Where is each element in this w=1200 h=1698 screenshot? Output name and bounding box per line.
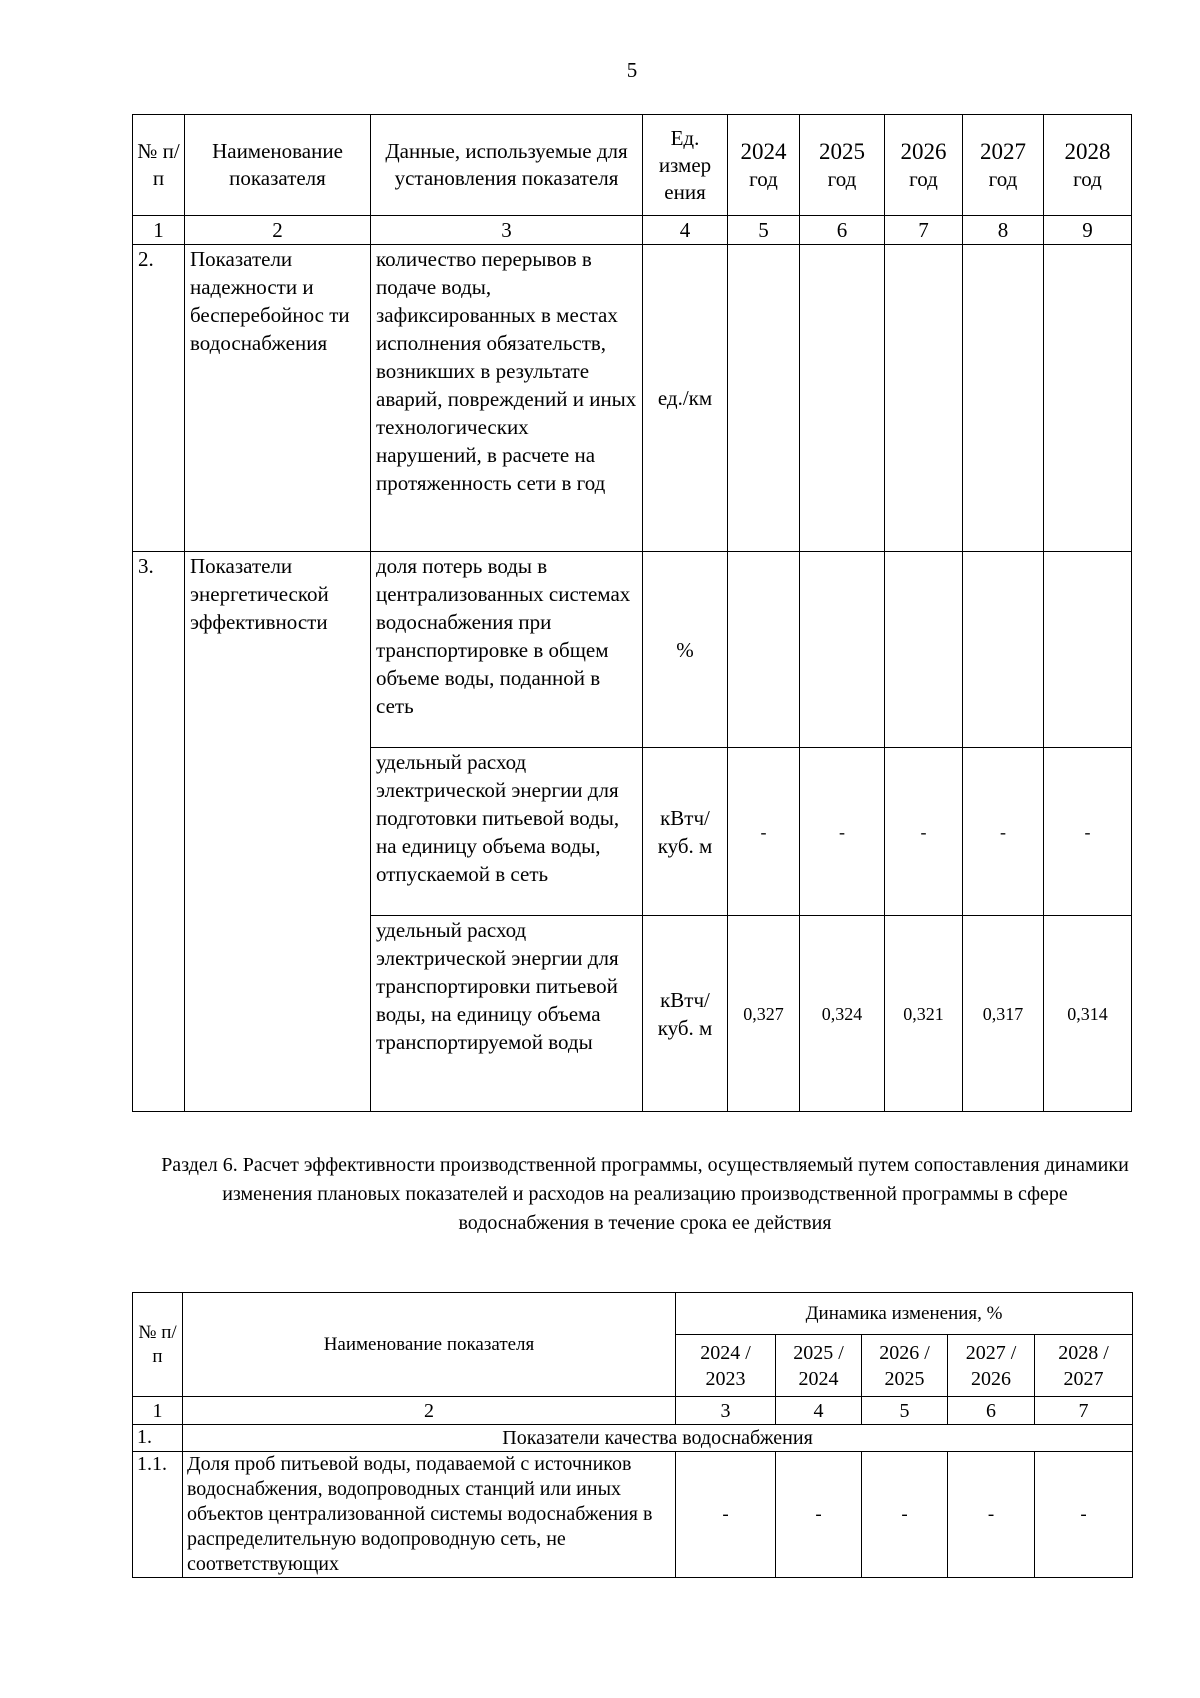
column-number: 7	[1035, 1397, 1133, 1425]
year-label: 2025	[819, 138, 865, 164]
row-number: 2.	[133, 245, 185, 552]
column-number: 5	[728, 216, 800, 245]
unit: кВтч/ куб. м	[643, 748, 728, 916]
column-number-row	[133, 1397, 1133, 1425]
table-row	[133, 552, 1132, 748]
value-cell: -	[862, 1452, 948, 1578]
value-cell: -	[1035, 1452, 1133, 1578]
header-unit: Ед. измер ения	[643, 115, 728, 216]
value-cell: -	[800, 748, 885, 916]
unit: ед./км	[643, 245, 728, 552]
unit: кВтч/ куб. м	[643, 916, 728, 1112]
year-label: 2026	[900, 138, 947, 164]
value-cell: -	[776, 1452, 862, 1578]
value-cell	[728, 245, 800, 552]
column-number: 7	[885, 216, 963, 245]
period-label: 2026	[971, 1367, 1011, 1390]
header-year	[885, 115, 963, 216]
value-cell: 0,327	[728, 916, 800, 1112]
value-cell	[885, 552, 963, 748]
column-number: 2	[185, 216, 371, 245]
year-suffix: год	[909, 166, 938, 191]
value-cell	[963, 245, 1044, 552]
table-header-row	[133, 1293, 1133, 1335]
header-no: № п/п	[133, 1293, 183, 1397]
value-cell: 0,324	[800, 916, 885, 1112]
period-label: 2023	[705, 1367, 746, 1390]
dynamics-table	[132, 1292, 1133, 1578]
column-number: 2	[183, 1397, 676, 1425]
column-number: 6	[800, 216, 885, 245]
row-number: 1.	[133, 1425, 183, 1452]
value-cell: -	[948, 1452, 1035, 1578]
value-cell: -	[1044, 748, 1132, 916]
header-period	[676, 1335, 776, 1397]
year-suffix: год	[827, 166, 857, 191]
year-suffix: год	[1073, 166, 1102, 191]
column-number-row	[133, 216, 1132, 245]
header-name: Наименование показателя	[185, 115, 371, 216]
header-year	[963, 115, 1044, 216]
indicator-data: количество перерывов в подаче воды, зафиксированных в местах исполнения обязательств, возникших в результате аварий, повреждений и иных технологических нарушений, в расчете на протяженность сети в год	[371, 245, 643, 552]
value-cell: -	[885, 748, 963, 916]
indicator-name: Показатели энергетической эффективности	[185, 552, 371, 1112]
header-no: № п/ п	[133, 115, 185, 216]
header-year	[728, 115, 800, 216]
header-period	[1035, 1335, 1133, 1397]
value-cell	[963, 552, 1044, 748]
header-period	[776, 1335, 862, 1397]
header-year	[800, 115, 885, 216]
period-label: 2024 /	[700, 1341, 751, 1364]
indicator-data: удельный расход электрической энергии для транспортировки питьевой воды, на единицу объема транспортируемой воды	[371, 916, 643, 1112]
indicator-data: удельный расход электрической энергии для подготовки питьевой воды, на единицу объема воды, отпускаемой в сеть	[371, 748, 643, 916]
period-label: 2027 /	[965, 1341, 1017, 1364]
period-label: 2026 /	[879, 1341, 930, 1364]
indicator-data: доля потерь воды в централизованных системах водоснабжения при транспортировке в общем объеме воды, поданной в сеть	[371, 552, 643, 748]
column-number: 4	[776, 1397, 862, 1425]
value-cell	[728, 552, 800, 748]
column-number: 9	[1044, 216, 1132, 245]
year-label: 2024	[740, 138, 787, 164]
table-header-row	[133, 115, 1132, 216]
value-cell: -	[676, 1452, 776, 1578]
header-group: Динамика изменения, %	[676, 1293, 1133, 1335]
value-cell: 0,321	[885, 916, 963, 1112]
column-number: 6	[948, 1397, 1035, 1425]
period-label: 2027	[1063, 1367, 1104, 1390]
column-number: 3	[676, 1397, 776, 1425]
group-title: Показатели качества водоснабжения	[183, 1425, 1133, 1452]
column-number: 5	[862, 1397, 948, 1425]
value-cell: 0,317	[963, 916, 1044, 1112]
value-cell: -	[963, 748, 1044, 916]
value-cell: -	[728, 748, 800, 916]
column-number: 8	[963, 216, 1044, 245]
row-number: 3.	[133, 552, 185, 1112]
header-period	[862, 1335, 948, 1397]
column-number: 4	[643, 216, 728, 245]
year-label: 2027	[980, 138, 1026, 164]
header-data-used: Данные, используемые для установления показателя	[371, 115, 643, 216]
year-suffix: год	[988, 166, 1018, 191]
value-cell: 0,314	[1044, 916, 1132, 1112]
group-row	[133, 1425, 1133, 1452]
column-number: 1	[133, 1397, 183, 1425]
column-number: 3	[371, 216, 643, 245]
unit: %	[643, 552, 728, 748]
table-row	[133, 1452, 1133, 1578]
period-label: 2024	[798, 1367, 839, 1390]
indicators-table	[132, 114, 1132, 1112]
value-cell	[800, 245, 885, 552]
period-label: 2025	[884, 1367, 925, 1390]
header-name: Наименование показателя	[183, 1293, 676, 1397]
row-number: 1.1.	[133, 1452, 183, 1578]
period-label: 2025 /	[793, 1341, 844, 1364]
year-suffix: год	[749, 166, 778, 191]
year-label: 2028	[1064, 138, 1111, 164]
header-year	[1044, 115, 1132, 216]
header-period	[948, 1335, 1035, 1397]
indicator-name: Доля проб питьевой воды, подаваемой с источников водоснабжения, водопроводных станций или иных объектов централизованной системы водоснабжения в распределительную водопроводную сеть, не соответствующих	[183, 1452, 676, 1578]
column-number: 1	[133, 216, 185, 245]
section-title: Раздел 6. Расчет эффективности производственной программы, осуществляемый путем сопоставления динамики изменения плановых показателей и расходов на реализацию производственной программы в сфере водоснабжения в течение срока ее действия	[161, 1154, 1129, 1234]
table-row	[133, 245, 1132, 552]
value-cell	[885, 245, 963, 552]
value-cell	[800, 552, 885, 748]
page-number: 5	[626, 58, 638, 82]
period-label: 2028 /	[1058, 1341, 1109, 1364]
indicator-name: Показатели надежности и бесперебойнос ти водоснабжения	[185, 245, 371, 552]
value-cell	[1044, 552, 1132, 748]
value-cell	[1044, 245, 1132, 552]
